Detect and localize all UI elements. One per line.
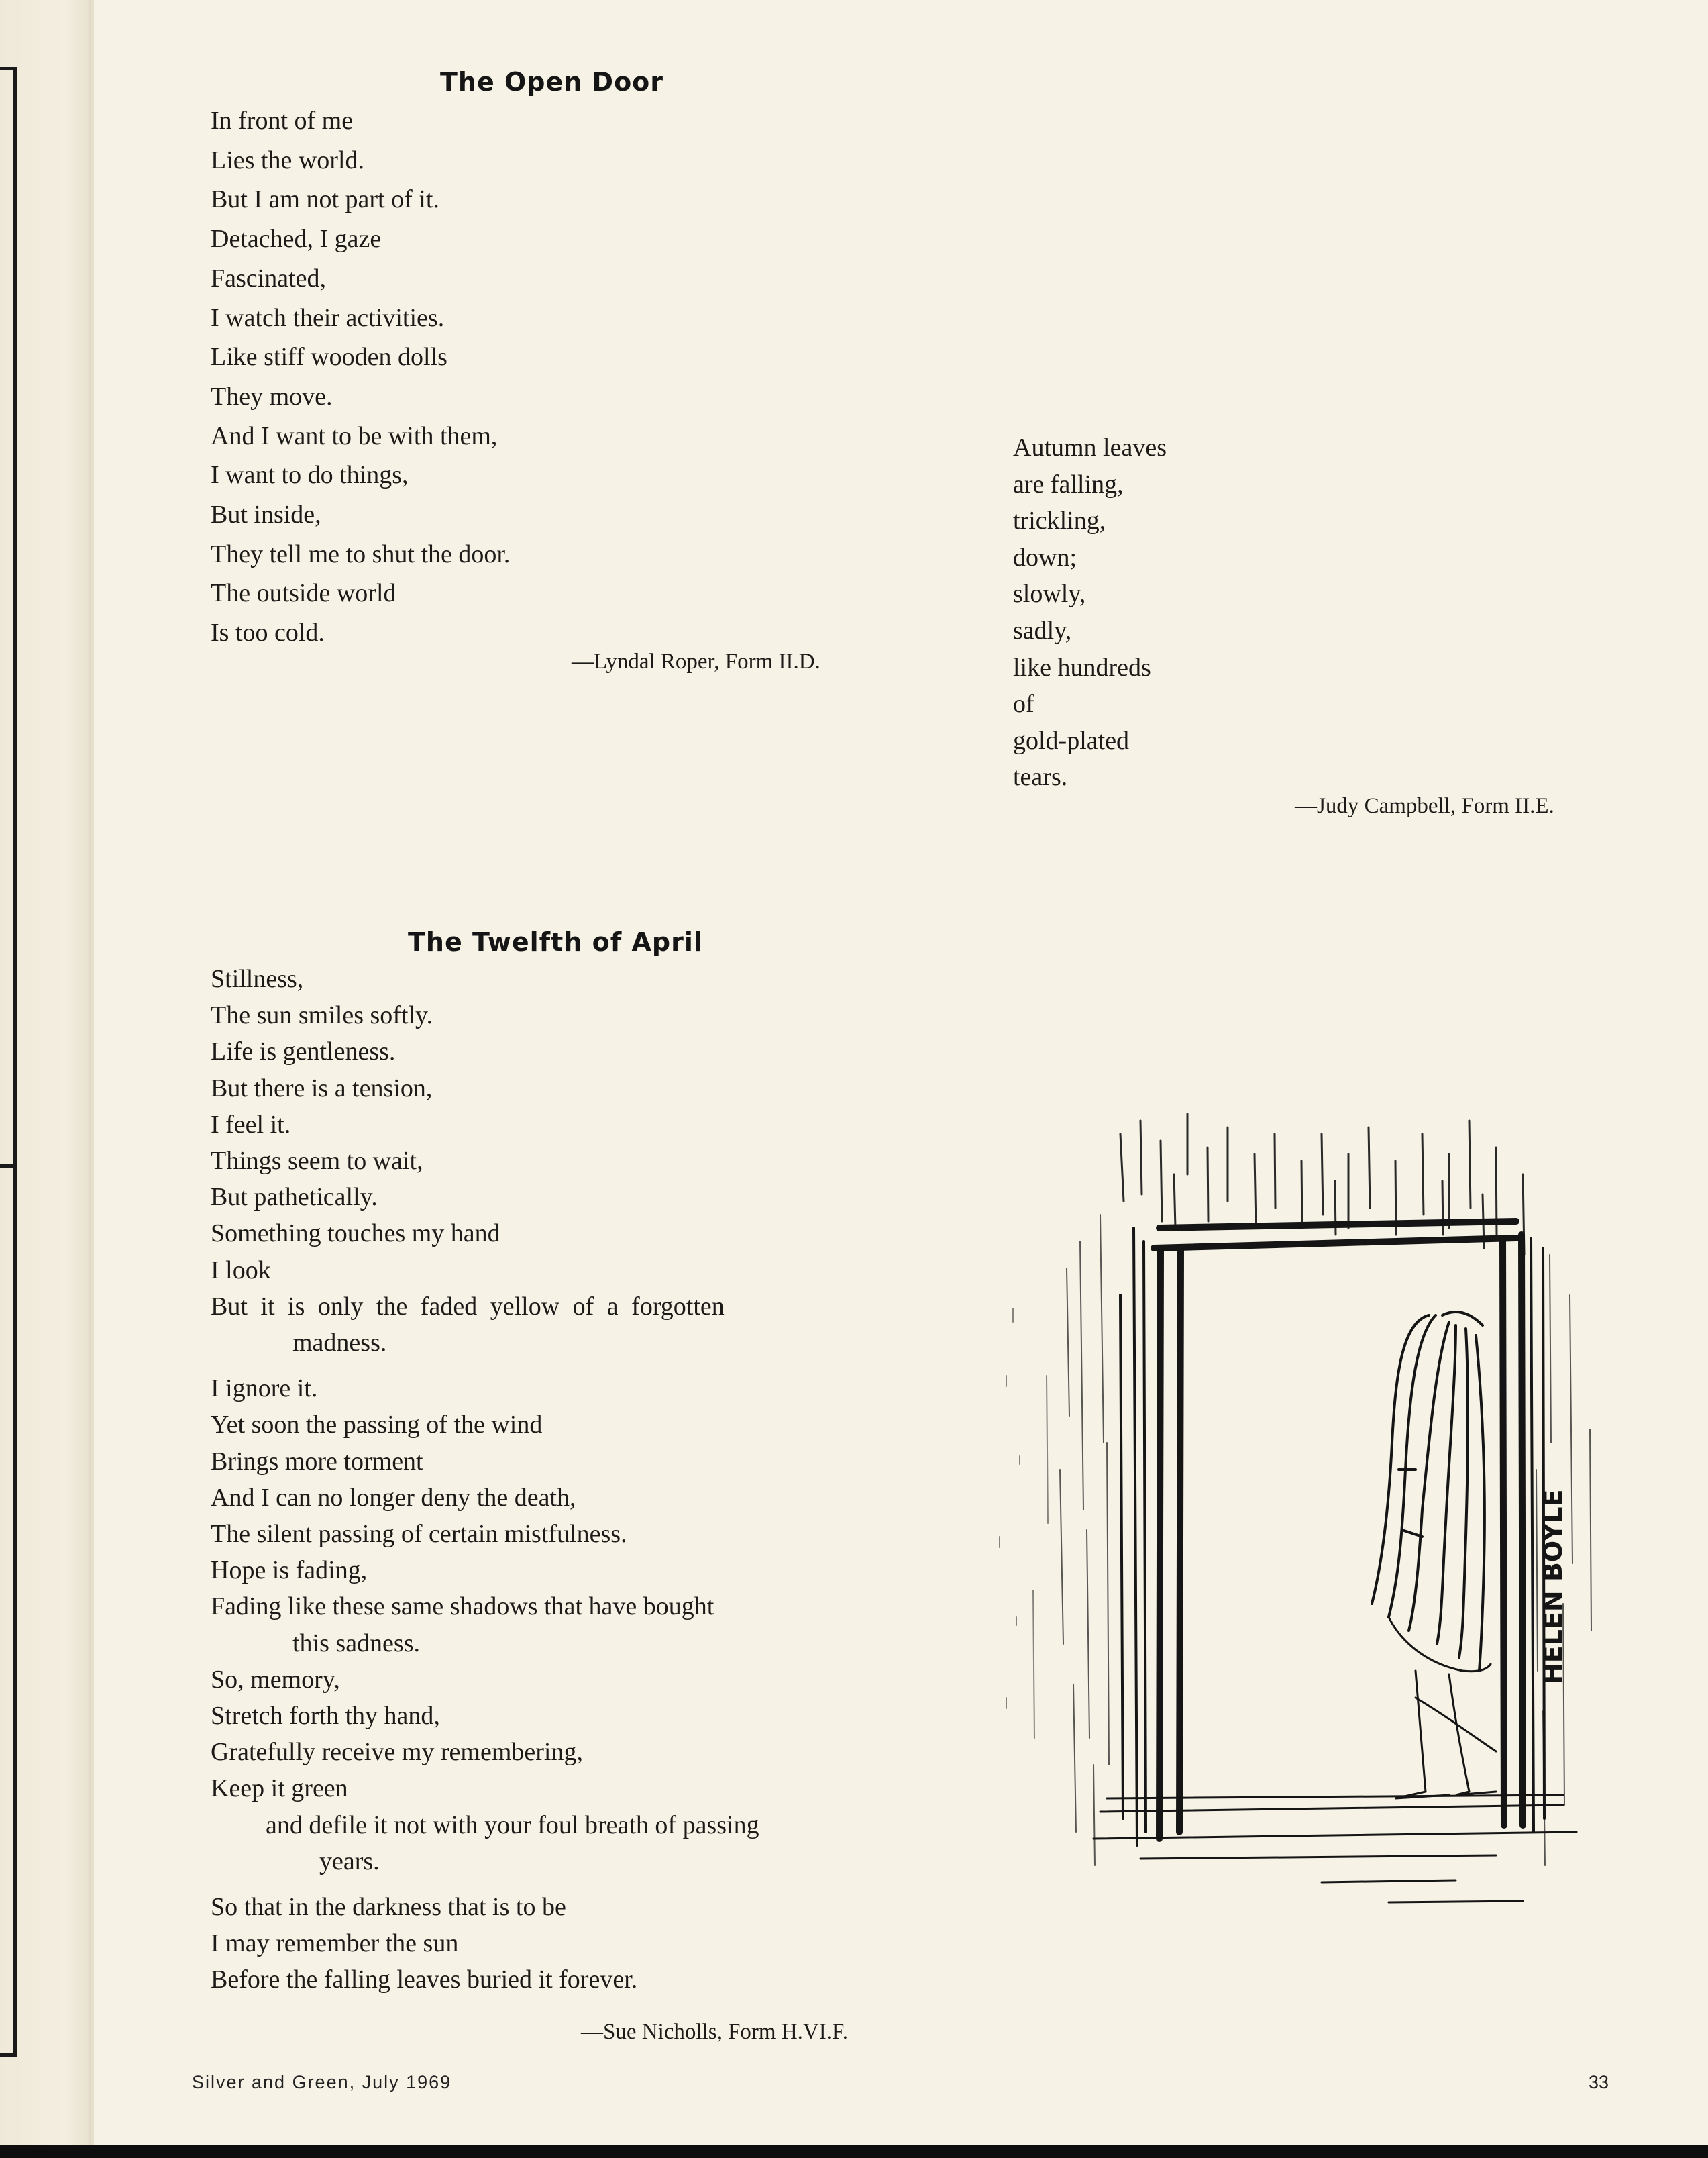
poem-line: The silent passing of certain mistfulness. xyxy=(211,1520,627,1549)
poem-line: Lies the world. xyxy=(211,146,365,174)
poem-line: Hope is fading, xyxy=(211,1556,368,1585)
footer-publication: Silver and Green, July 1969 xyxy=(192,2072,452,2092)
left-border-frame xyxy=(0,67,17,1168)
poem-line: The sun smiles softly. xyxy=(211,1001,433,1030)
poem-attribution: —Sue Nicholls, Form H.VI.F. xyxy=(581,2020,848,2044)
poem-open-door xyxy=(211,101,510,653)
poem-line: are falling, xyxy=(1013,470,1124,499)
poem-line: Autumn leaves xyxy=(1013,433,1167,462)
poem-line: Yet soon the passing of the wind xyxy=(211,1410,543,1439)
poem-line: Stretch forth thy hand, xyxy=(211,1702,440,1731)
poem-line: of xyxy=(1013,690,1034,719)
poem-line: tears. xyxy=(1013,763,1068,792)
poem-line: Stillness, xyxy=(211,965,304,993)
poem-line: trickling, xyxy=(1013,507,1106,535)
poem-twelfth-of-april xyxy=(211,961,759,1998)
page-fold xyxy=(89,0,91,2158)
poem-line: But inside, xyxy=(211,501,321,529)
svg-text:HELEN BOYLE: HELEN BOYLE xyxy=(1538,1489,1568,1684)
poem-line: And I can no longer deny the death, xyxy=(211,1483,576,1512)
poem-line: Things seem to wait, xyxy=(211,1147,423,1176)
girl-in-doorway-drawing-icon xyxy=(986,1094,1617,1926)
page-number: 33 xyxy=(1589,2072,1609,2092)
poem-autumn-leaves xyxy=(1013,429,1167,796)
poem-line: They move. xyxy=(211,382,333,411)
poem-line: Life is gentleness. xyxy=(211,1037,396,1066)
poem-line: Keep it green xyxy=(211,1774,348,1803)
poem-line: Like stiff wooden dolls xyxy=(211,343,447,372)
poem-line: Something touches my hand xyxy=(211,1219,500,1248)
bottom-scan-edge xyxy=(0,2145,1708,2158)
artist-signature xyxy=(1538,1489,1568,1684)
poem-line: madness. xyxy=(292,1329,387,1357)
poem-line: down; xyxy=(1013,543,1077,572)
poem-line: I look xyxy=(211,1255,271,1284)
poem-line: But there is a tension, xyxy=(211,1074,433,1102)
poem-line: Fading like these same shadows that have bought xyxy=(211,1592,714,1621)
poem-line: The outside world xyxy=(211,579,396,608)
poem-line: But pathetically. xyxy=(211,1183,378,1212)
poem-line: Fascinated, xyxy=(211,264,327,293)
poem-line: this sadness. xyxy=(292,1629,420,1657)
poem-line: sadly, xyxy=(1013,616,1072,645)
poem-title-open-door: The Open Door xyxy=(440,67,664,97)
poem-line: I watch their activities. xyxy=(211,303,445,332)
poem-line: Detached, I gaze xyxy=(211,225,382,254)
poem-line: But I am not part of it. xyxy=(211,185,439,214)
poem-title-twelfth-of-april: The Twelfth of April xyxy=(408,927,703,957)
poem-line: Is too cold. xyxy=(211,619,325,648)
poem-line: and defile it not with your foul breath of passing xyxy=(266,1810,759,1839)
poem-attribution: —Lyndal Roper, Form II.D. xyxy=(572,650,820,674)
poem-line: In front of me xyxy=(211,107,354,135)
poem-attribution: —Judy Campbell, Form II.E. xyxy=(1295,794,1554,818)
poem-line: Gratefully receive my remembering, xyxy=(211,1738,583,1767)
poem-line: years. xyxy=(319,1847,380,1876)
poem-line: I want to do things, xyxy=(211,461,409,490)
poem-line: And I want to be with them, xyxy=(211,421,498,450)
poem-line: So, memory, xyxy=(211,1665,340,1694)
poem-line: I may remember the sun xyxy=(211,1929,459,1958)
left-border-frame-lower xyxy=(0,1161,17,2057)
poem-line: I ignore it. xyxy=(211,1374,318,1403)
poem-line: They tell me to shut the door. xyxy=(211,540,511,568)
poem-line: slowly, xyxy=(1013,580,1086,609)
poem-line: Before the falling leaves buried it forever. xyxy=(211,1965,638,1994)
poem-line: But it is only the faded yellow of a forgotten xyxy=(211,1292,725,1321)
poem-line: So that in the darkness that is to be xyxy=(211,1893,566,1922)
poem-line: I feel it. xyxy=(211,1110,291,1139)
poem-line: gold-plated xyxy=(1013,726,1130,755)
poem-line: Brings more torment xyxy=(211,1447,423,1476)
poem-line: like hundreds xyxy=(1013,653,1151,682)
